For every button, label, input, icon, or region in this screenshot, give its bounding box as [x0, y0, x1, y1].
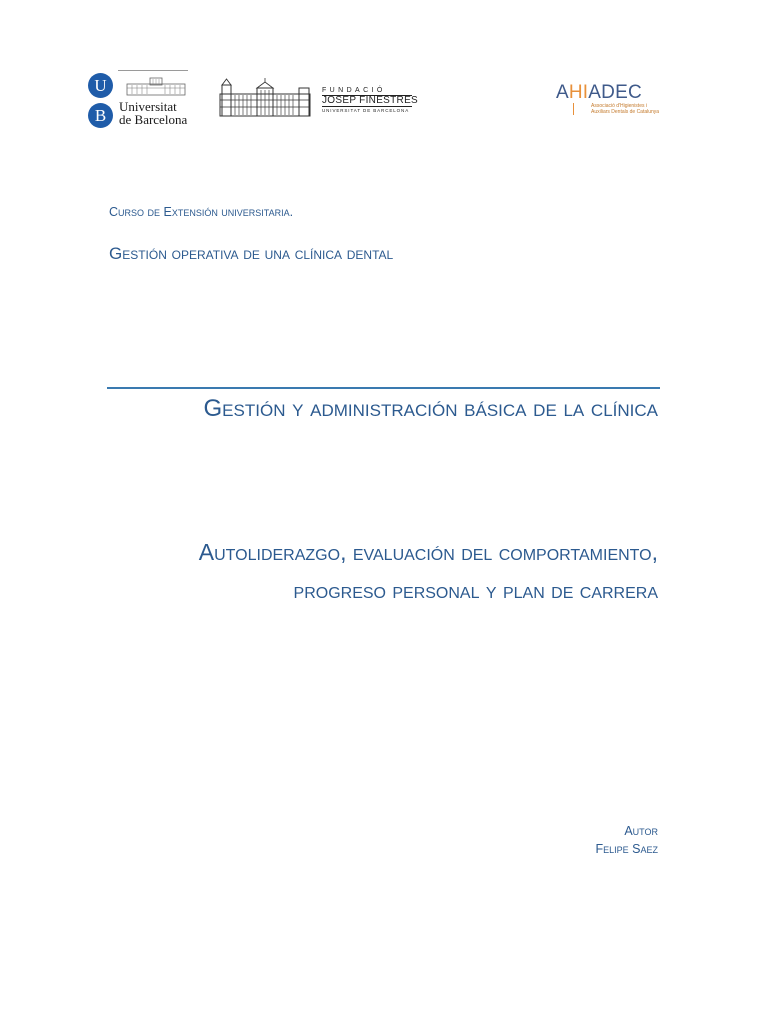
- document-title: Gestión y administración básica de la clínica: [203, 395, 658, 422]
- course-type: Curso de Extensión universitaria.: [109, 205, 294, 219]
- ahiadec-logo-hi: HI: [568, 82, 589, 103]
- university-of-barcelona-logo: [88, 70, 192, 132]
- ub-logo-text-line2: de Barcelona: [119, 112, 188, 127]
- ub-logo-rule: [118, 70, 188, 71]
- ahiadec-logo: [556, 82, 676, 115]
- title-divider: [107, 387, 660, 389]
- document-subtitle: Autoliderazgo, evaluación del comportamiento, progreso personal y plan de carrera: [198, 539, 658, 603]
- fundacio-logo-line3: UNIVERSITAT DE BARCELONA: [322, 108, 410, 113]
- ub-logo-letter-u: U: [88, 73, 113, 98]
- ahiadec-logo-subtitle-line1: Associació d'Higienistes i: [591, 103, 647, 109]
- author-name: Felipe Saez: [595, 842, 658, 856]
- fundacio-josep-finestres-logo: [322, 87, 419, 114]
- ahiadec-logo-subtitle-line2: Auxiliars Dentals de Catalunya: [591, 109, 660, 115]
- ub-logo-text-line1: Universitat: [119, 99, 177, 114]
- fundacio-logo-line1: FUNDACIÓ: [322, 87, 386, 94]
- author-label: Autor: [624, 824, 658, 838]
- ahiadec-logo-rest: ADEC: [588, 82, 642, 103]
- ub-logo-letter-b: B: [88, 103, 113, 128]
- ahiadec-logo-wordmark: [556, 82, 676, 103]
- historic-building-icon: [219, 78, 311, 118]
- course-name: Gestión operativa de una clínica dental: [109, 244, 394, 263]
- ahiadec-logo-a: A: [556, 82, 569, 103]
- ub-building-icon: [126, 74, 186, 96]
- fundacio-logo-line2: JOSEP FINESTRES: [322, 95, 419, 106]
- ahiadec-logo-subtitle: [573, 103, 676, 115]
